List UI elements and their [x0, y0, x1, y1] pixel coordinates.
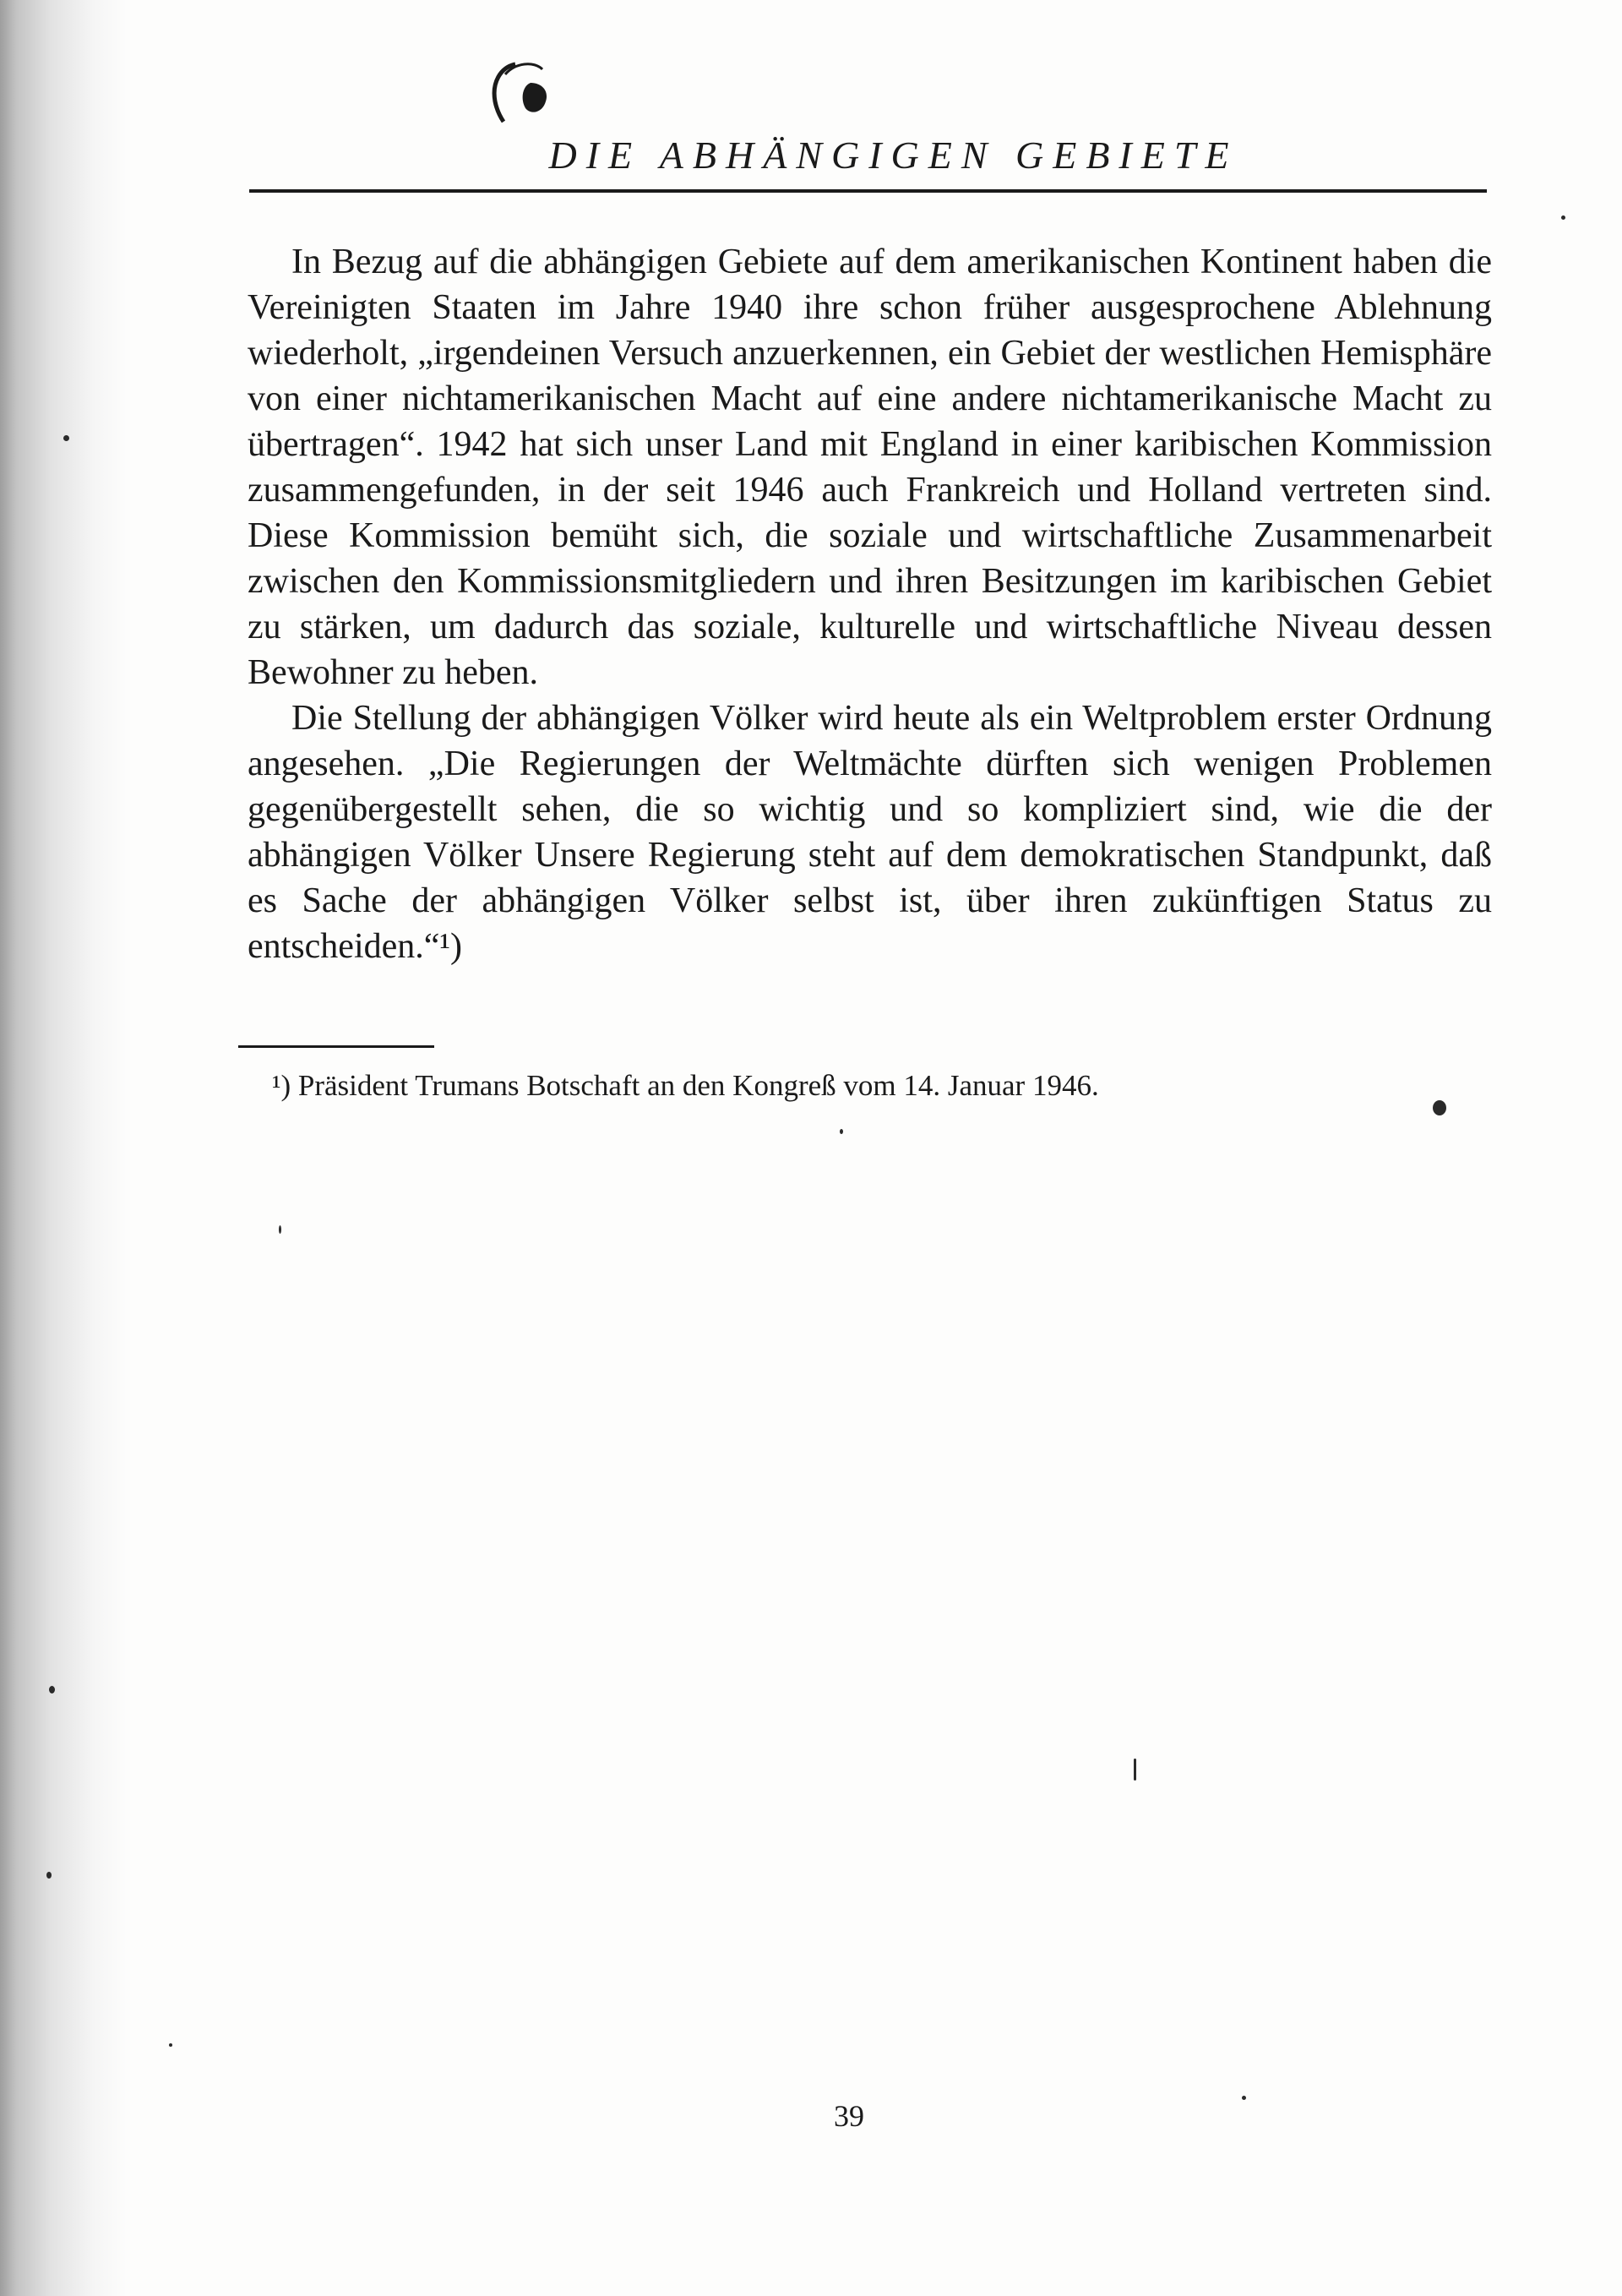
- ink-speck: [49, 1686, 55, 1693]
- ink-speck: [1433, 1100, 1446, 1115]
- ink-mark-icon: [482, 57, 574, 134]
- footnote-rule: [238, 1045, 434, 1048]
- binding-edge-shadow: [0, 0, 127, 2296]
- paragraph: Die Stellung der abhängigen Völker wird heute als ein Weltproblem erster Ordnung angesehen. „Die Regierungen der Weltmächte dürften sich wenigen Problemen gegenübergestellt sehen, die so wichtig und so kompliziert sind, wie die der abhängigen Völker Unsere Regierung steht auf dem demokratischen Standpunkt, daß es Sache der abhängigen Völker selbst ist, über ihren zukünftigen Status zu entscheiden.“¹): [248, 699, 1492, 966]
- ink-speck: [169, 2043, 172, 2047]
- running-head: DIE ABHÄNGIGEN GEBIETE: [548, 134, 1238, 177]
- ink-speck: [63, 435, 69, 441]
- ink-speck: [1242, 2096, 1246, 2100]
- ink-speck: [1561, 215, 1565, 220]
- ink-speck: [1134, 1759, 1136, 1781]
- ink-speck: [46, 1872, 52, 1879]
- page-number: 39: [834, 2099, 864, 2133]
- ink-speck: [279, 1225, 281, 1234]
- paragraph: In Bezug auf die abhängigen Gebiete auf dem amerikanischen Kontinent haben die Vereinigten Staaten im Jahre 1940 ihre schon früher ausgesprochene Ablehnung wiederholt, „irgendeinen Versuch anzuerkennen, ein Gebiet der westlichen Hemisphäre von einer nichtamerikanischen Macht auf eine andere nichtamerikanische Macht zu übertragen“. 1942 hat sich unser Land mit England in einer karibischen Kommission zusammengefunden, in der seit 1946 auch Frankreich und Holland vertreten sind. Diese Kommission bemüht sich, die soziale und wirtschaftliche Zusammenarbeit zwischen den Kommissionsmitgliedern und ihren Besitzungen im karibischen Gebiet zu stärken, um dadurch das soziale, kulturelle und wirtschaftliche Niveau dessen Bewohner zu heben.: [248, 243, 1492, 692]
- footnote: ¹) Präsident Trumans Botschaft an den Kongreß vom 14. Januar 1946.: [272, 1069, 1099, 1102]
- header-rule: [249, 189, 1487, 193]
- ink-speck: [840, 1129, 843, 1134]
- body-text: [248, 239, 1492, 969]
